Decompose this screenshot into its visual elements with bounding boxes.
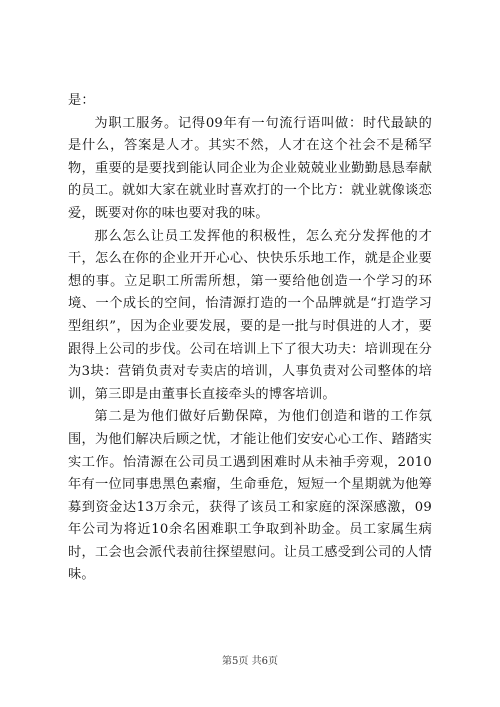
page-footer: 第5页 共6页 [222,656,278,667]
paragraph-motivation: 那么怎么让员工发挥他的积极性，怎么充分发挥他的才干，怎么在你的企业开开心心、快快乐乐地工作，就是企业要想的事。立足职工所需所想，第一要给他创造一个学习的环境、一个成长的空间，怡清源打造的一个品牌就是“打造学习型组织”，因为企业要发展，要的是一批与时俱进的人才，要跟得上公司的步伐。公司在培训上下了很大功夫：培训现在分为3块：营销负责对专卖店的培训，人事负责对公司整体的培训，第三即是由董事长直接牵头的博客培训。 [68,228,432,402]
paragraph-continued: 是： [68,93,95,108]
document-body [68,90,432,587]
paragraph-serve-employees: 为职工服务。记得09年有一句流行语叫做：时代最缺的是什么，答案是人才。其实不然，人才在这个社会不是稀罕物，重要的是要找到能认同企业为企业兢兢业业勤勤恳恳奉献的员工。就如大家在就业时喜欢打的一个比方：就业就像谈恋爱，既要对你的味也要对我的味。 [68,115,432,221]
paragraph-logistics: 第二是为他们做好后勤保障，为他们创造和谐的工作氛围，为他们解决后顾之忧，才能让他们安安心心工作、踏踏实实工作。怡清源在公司员工遇到困难时从未袖手旁观，2010年有一位同事患黑色素瘤，生命垂危，短短一个星期就为他筹募到资金达13万余元，获得了该员工和家庭的深深感激，09年公司为将近10余名困难职工争取到补助金。员工家属生病时，工会也会派代表前往探望慰问。让员工感受到公司的人情味。 [68,409,432,583]
